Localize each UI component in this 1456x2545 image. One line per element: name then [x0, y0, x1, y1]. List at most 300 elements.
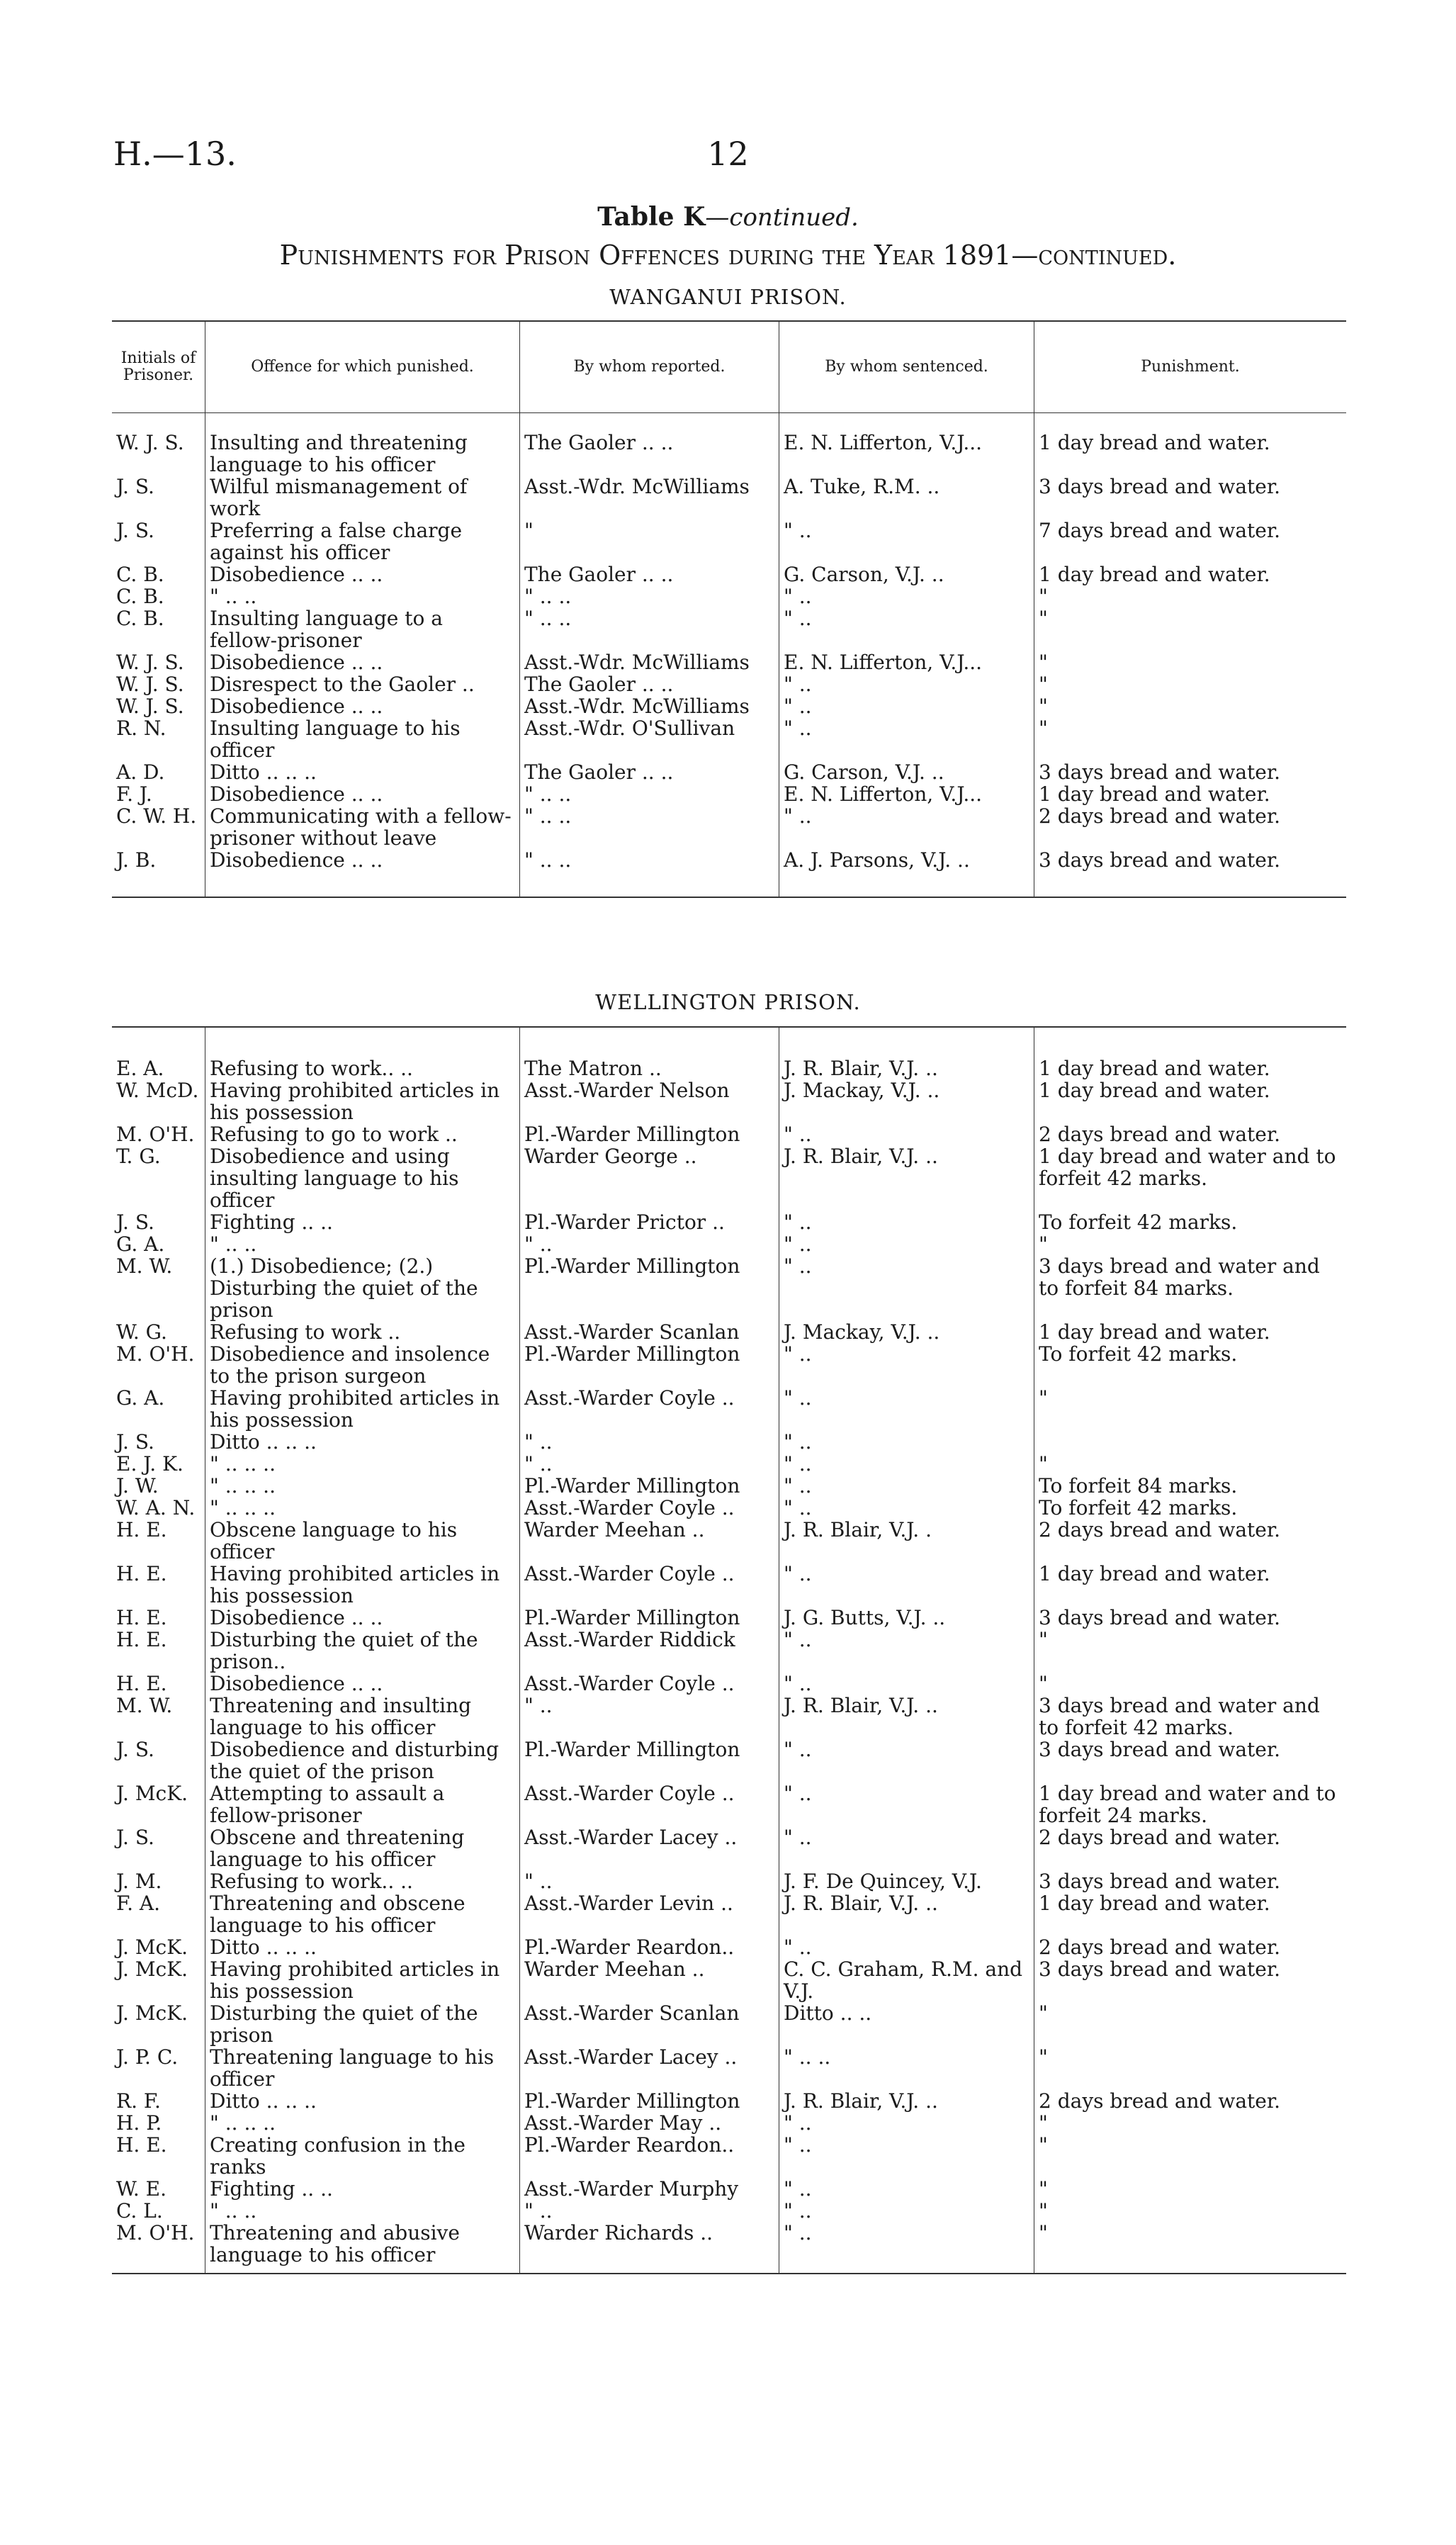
spacer-row	[112, 871, 1346, 897]
row-initials	[112, 1782, 205, 1826]
table-subtitle: Punishments for Prison Offences during the Year 1891—continued.	[279, 240, 1177, 271]
row-sentenced-text: E. N. Lifferton, V.J...	[784, 431, 983, 454]
row-sentenced	[779, 1255, 1034, 1321]
row-punishment-text: 1 day bread and water.	[1039, 1079, 1270, 1102]
row-sentenced-text: " ..	[784, 1562, 812, 1585]
row-offence	[205, 1233, 520, 1255]
row-reported-text: Pl.-Warder Millington	[524, 1738, 740, 1761]
row-punishment	[1034, 1343, 1346, 1387]
table-row	[112, 1519, 1346, 1563]
row-offence-text: Threatening language to his officer	[210, 2045, 495, 2091]
row-sentenced	[779, 432, 1034, 476]
table-row	[112, 432, 1346, 476]
row-punishment	[1034, 1387, 1346, 1431]
row-offence-text: " .. .. ..	[210, 1474, 276, 1498]
row-initials-text: W. G.	[116, 1320, 167, 1344]
row-offence-text: " .. ..	[210, 2199, 257, 2223]
row-punishment	[1034, 1738, 1346, 1782]
row-sentenced-text: J. F. De Quincey, V.J.	[784, 1870, 982, 1893]
row-offence	[205, 2222, 520, 2266]
row-sentenced-text: J. R. Blair, V.J. .	[784, 1518, 932, 1541]
row-reported	[520, 717, 779, 761]
row-offence-text: Disturbing the quiet of the prison	[210, 2001, 478, 2047]
row-reported	[520, 1145, 779, 1211]
table-row	[112, 1607, 1346, 1629]
row-reported	[520, 1497, 779, 1519]
row-initials	[112, 695, 205, 717]
row-initials	[112, 607, 205, 651]
row-sentenced-text: " ..	[784, 1452, 812, 1476]
row-offence-text: Obscene language to his officer	[210, 1518, 458, 1563]
table-row	[112, 2134, 1346, 2178]
table-row	[112, 783, 1346, 805]
row-initials	[112, 1079, 205, 1123]
row-sentenced-text: J. Mackay, V.J. ..	[784, 1320, 940, 1344]
row-punishment-text: 2 days bread and water.	[1039, 1826, 1281, 1849]
row-offence-text: " .. .. ..	[210, 1452, 276, 1476]
row-offence-text: Disobedience .. ..	[210, 695, 383, 718]
row-initials-text: W. J. S.	[116, 431, 184, 454]
row-initials-text: F. J.	[116, 782, 152, 806]
row-reported-text: Asst.-Warder Scanlan	[524, 1320, 740, 1344]
table-row	[112, 1738, 1346, 1782]
row-initials	[112, 1673, 205, 1695]
row-punishment	[1034, 432, 1346, 476]
row-initials	[112, 2178, 205, 2200]
row-sentenced-text: J. R. Blair, V.J. ..	[784, 1892, 938, 1915]
row-punishment-text: 2 days bread and water.	[1039, 804, 1281, 828]
row-offence	[205, 1145, 520, 1211]
row-initials	[112, 1892, 205, 1936]
row-offence-text: Refusing to work ..	[210, 1320, 401, 1344]
row-offence	[205, 717, 520, 761]
row-punishment	[1034, 1519, 1346, 1563]
spacer-row	[112, 1028, 1346, 1057]
row-offence-text: Disobedience and using insulting language to his officer	[210, 1145, 459, 1212]
row-reported-text: " ..	[524, 2199, 553, 2223]
table-row	[112, 2112, 1346, 2134]
table-row	[112, 2002, 1346, 2046]
row-sentenced	[779, 1233, 1034, 1255]
row-sentenced	[779, 695, 1034, 717]
row-offence-text: Disobedience .. ..	[210, 651, 383, 674]
row-initials-text: E. A.	[116, 1057, 164, 1080]
row-punishment-text: 1 day bread and water.	[1039, 1320, 1270, 1344]
row-reported-text: Asst.-Wdr. McWilliams	[524, 695, 750, 718]
row-reported-text: Asst.-Warder Coyle ..	[524, 1386, 735, 1410]
row-initials-text: T. G.	[116, 1145, 161, 1168]
row-sentenced-text: " ..	[784, 1210, 812, 1234]
row-reported-text: " ..	[524, 1430, 553, 1454]
row-punishment-text: "	[1039, 1232, 1048, 1256]
row-sentenced	[779, 761, 1034, 783]
row-offence-text: Disobedience and insolence to the prison surgeon	[210, 1342, 490, 1388]
table-row	[112, 1387, 1346, 1431]
row-initials-text: M. W.	[116, 1254, 173, 1278]
row-offence	[205, 585, 520, 607]
table-row	[112, 1123, 1346, 1145]
row-reported	[520, 607, 779, 651]
row-punishment	[1034, 1255, 1346, 1321]
row-punishment-text: 3 days bread and water.	[1039, 1738, 1281, 1761]
row-punishment	[1034, 519, 1346, 563]
row-offence-text: Threatening and abusive language to his officer	[210, 2221, 460, 2266]
row-sentenced-text: " ..	[784, 1672, 812, 1695]
row-punishment-text: 2 days bread and water.	[1039, 1936, 1281, 1959]
row-sentenced-text: E. N. Lifferton, V.J...	[784, 782, 983, 806]
row-punishment	[1034, 2090, 1346, 2112]
row-offence-text: Obscene and threatening language to his officer	[210, 1826, 465, 1871]
row-reported	[520, 1475, 779, 1497]
row-reported	[520, 849, 779, 871]
wellington-body	[112, 1057, 1346, 2266]
row-sentenced-text: " ..	[784, 1254, 812, 1278]
table-row	[112, 563, 1346, 585]
row-reported	[520, 695, 779, 717]
row-reported-text: " .. ..	[524, 782, 572, 806]
row-punishment-text: 1 day bread and water and to forfeit 42 marks.	[1039, 1145, 1336, 1190]
row-offence	[205, 1738, 520, 1782]
row-offence-text: (1.) Disobedience; (2.) Disturbing the quiet of the prison	[210, 1254, 478, 1322]
row-initials-text: C. W. H.	[116, 804, 197, 828]
row-initials	[112, 1321, 205, 1343]
row-offence	[205, 1607, 520, 1629]
wanganui-heading: WANGANUI PRISON.	[609, 285, 847, 309]
table-row	[112, 585, 1346, 607]
row-punishment-text: "	[1039, 2045, 1048, 2069]
wellington-heading: WELLINGTON PRISON.	[595, 990, 861, 1014]
row-reported-text: Pl.-Warder Millington	[524, 1123, 740, 1146]
row-initials	[112, 1475, 205, 1497]
table-row	[112, 2178, 1346, 2200]
row-punishment-text: 3 days bread and water and to forfeit 42 marks.	[1039, 1694, 1320, 1739]
row-reported-text: Warder Meehan ..	[524, 1957, 705, 1981]
row-offence-text: Ditto .. .. ..	[210, 1936, 317, 1959]
row-initials	[112, 1497, 205, 1519]
row-offence-text: Insulting language to his officer	[210, 717, 461, 762]
row-reported-text: Warder George ..	[524, 1145, 697, 1168]
row-punishment	[1034, 1431, 1346, 1453]
row-reported-text: Asst.-Warder Nelson	[524, 1079, 730, 1102]
row-offence	[205, 1782, 520, 1826]
row-initials	[112, 1695, 205, 1738]
row-offence-text: Disobedience .. ..	[210, 563, 383, 586]
row-sentenced	[779, 1145, 1034, 1211]
row-punishment-text: 1 day bread and water.	[1039, 1562, 1270, 1585]
row-punishment	[1034, 1453, 1346, 1475]
row-punishment	[1034, 1079, 1346, 1123]
row-sentenced	[779, 1892, 1034, 1936]
row-reported-text: The Gaoler .. ..	[524, 431, 674, 454]
row-punishment-text: "	[1039, 673, 1048, 696]
row-punishment-text: "	[1039, 607, 1048, 630]
row-reported-text: " .. ..	[524, 804, 572, 828]
row-reported-text: Asst.-Warder May ..	[524, 2111, 722, 2135]
row-initials	[112, 585, 205, 607]
table-row	[112, 1079, 1346, 1123]
row-punishment-text: 1 day bread and water.	[1039, 782, 1270, 806]
row-reported	[520, 1431, 779, 1453]
row-sentenced-text: " ..	[784, 2111, 812, 2135]
row-initials	[112, 1343, 205, 1387]
row-sentenced-text: " ..	[784, 1496, 812, 1519]
row-reported-text: Asst.-Warder Murphy	[524, 2177, 739, 2201]
row-sentenced	[779, 673, 1034, 695]
row-sentenced	[779, 717, 1034, 761]
table-row	[112, 1629, 1346, 1673]
row-punishment-text: 3 days bread and water.	[1039, 760, 1281, 784]
table-row	[112, 1453, 1346, 1475]
row-reported-text: " .. ..	[524, 848, 572, 872]
row-punishment	[1034, 1123, 1346, 1145]
row-initials	[112, 783, 205, 805]
col-sentenced: By whom sentenced.	[779, 322, 1034, 412]
row-reported	[520, 1233, 779, 1255]
col-punishment: Punishment.	[1141, 358, 1240, 376]
row-reported-text: Asst.-Wdr. McWilliams	[524, 475, 750, 498]
table-row	[112, 1431, 1346, 1453]
row-offence	[205, 1936, 520, 1958]
row-punishment	[1034, 1958, 1346, 2002]
row-initials-text: J. S.	[116, 1430, 154, 1454]
row-initials-text: J. S.	[116, 519, 154, 542]
row-offence	[205, 1211, 520, 1233]
row-initials-text: H. E.	[116, 2133, 167, 2157]
row-reported-text: " .. ..	[524, 585, 572, 608]
row-initials	[112, 519, 205, 563]
row-initials-text: E. J. K.	[116, 1452, 184, 1476]
row-reported	[520, 1673, 779, 1695]
row-initials-text: H. E.	[116, 1672, 167, 1695]
row-reported	[520, 1629, 779, 1673]
row-reported-text: Asst.-Warder Riddick	[524, 1628, 735, 1651]
row-reported	[520, 2002, 779, 2046]
row-sentenced-text: " ..	[784, 695, 812, 718]
row-reported	[520, 805, 779, 849]
row-sentenced	[779, 1387, 1034, 1431]
row-offence	[205, 1629, 520, 1673]
row-offence-text: Disobedience .. ..	[210, 1672, 383, 1695]
row-sentenced	[779, 1563, 1034, 1607]
row-sentenced	[779, 1343, 1034, 1387]
row-initials-text: W. A. N.	[116, 1496, 196, 1519]
row-offence-text: Disobedience and disturbing the quiet of the prison	[210, 1738, 500, 1783]
row-offence	[205, 1497, 520, 1519]
row-reported	[520, 476, 779, 519]
table-row	[112, 1870, 1346, 1892]
row-reported	[520, 585, 779, 607]
row-sentenced-text: G. Carson, V.J. ..	[784, 563, 944, 586]
table-row	[112, 805, 1346, 849]
row-reported-text: " ..	[524, 1694, 553, 1717]
table-row	[112, 607, 1346, 651]
row-reported	[520, 1782, 779, 1826]
row-sentenced	[779, 1321, 1034, 1343]
row-reported-text: Pl.-Warder Prictor ..	[524, 1210, 725, 1234]
row-initials	[112, 2046, 205, 2090]
row-punishment	[1034, 1497, 1346, 1519]
row-punishment-text: 7 days bread and water.	[1039, 519, 1281, 542]
row-initials-text: J. P. C.	[116, 2045, 179, 2069]
row-initials	[112, 1387, 205, 1431]
row-punishment	[1034, 2046, 1346, 2090]
table-row	[112, 849, 1346, 871]
row-sentenced	[779, 2046, 1034, 2090]
row-sentenced	[779, 519, 1034, 563]
table-row	[112, 1958, 1346, 2002]
row-offence-text: Having prohibited articles in his possession	[210, 1079, 500, 1124]
table-row	[112, 1321, 1346, 1343]
row-initials-text: J. S.	[116, 1738, 154, 1761]
row-offence	[205, 2112, 520, 2134]
row-initials	[112, 2200, 205, 2222]
spacer-row	[112, 2266, 1346, 2273]
row-punishment	[1034, 717, 1346, 761]
row-punishment-text: "	[1039, 1452, 1048, 1476]
table-title	[0, 202, 1456, 232]
row-offence-text: Attempting to assault a fellow-prisoner	[210, 1782, 445, 1827]
row-sentenced-text: " ..	[784, 2221, 812, 2245]
row-offence	[205, 673, 520, 695]
row-reported	[520, 651, 779, 673]
col-initials: Initials of Prisoner.	[112, 322, 205, 412]
row-reported	[520, 673, 779, 695]
row-offence-text: Insulting and threatening language to his officer	[210, 431, 468, 476]
row-offence	[205, 432, 520, 476]
col-offence: Offence for which punished.	[205, 322, 520, 412]
row-initials	[112, 849, 205, 871]
row-sentenced-text: G. Carson, V.J. ..	[784, 760, 944, 784]
row-punishment	[1034, 849, 1346, 871]
row-offence-text: Refusing to work.. ..	[210, 1870, 413, 1893]
row-sentenced-text: " ..	[784, 717, 812, 740]
table-row	[112, 761, 1346, 783]
row-initials	[112, 1563, 205, 1607]
row-sentenced-text: " .. ..	[784, 2045, 831, 2069]
row-offence	[205, 2178, 520, 2200]
row-reported-text: The Matron ..	[524, 1057, 662, 1080]
row-reported-text: Asst.-Warder Lacey ..	[524, 2045, 738, 2069]
row-sentenced	[779, 1629, 1034, 1673]
row-offence	[205, 1123, 520, 1145]
row-offence	[205, 1057, 520, 1079]
row-offence	[205, 1321, 520, 1343]
table-row	[112, 695, 1346, 717]
row-initials	[112, 1057, 205, 1079]
row-sentenced	[779, 476, 1034, 519]
row-sentenced	[779, 1826, 1034, 1870]
row-punishment	[1034, 585, 1346, 607]
row-initials-text: H. E.	[116, 1518, 167, 1541]
row-initials	[112, 2222, 205, 2266]
row-reported	[520, 1738, 779, 1782]
wanganui-body	[112, 432, 1346, 871]
row-initials-text: J. W.	[116, 1474, 159, 1498]
row-initials	[112, 2090, 205, 2112]
row-offence	[205, 1387, 520, 1431]
row-sentenced	[779, 2134, 1034, 2178]
row-sentenced	[779, 1782, 1034, 1826]
row-punishment-text: 2 days bread and water.	[1039, 1123, 1281, 1146]
row-reported-text: Pl.-Warder Millington	[524, 1342, 740, 1366]
row-offence-text: Having prohibited articles in his possession	[210, 1562, 500, 1607]
table-row	[112, 1233, 1346, 1255]
table-row	[112, 1826, 1346, 1870]
wanganui-table	[112, 320, 1346, 898]
row-reported-text: " ..	[524, 1232, 553, 1256]
row-reported	[520, 1519, 779, 1563]
row-punishment-text: 3 days bread and water.	[1039, 1606, 1281, 1629]
row-reported	[520, 1387, 779, 1431]
row-initials-text: J. McK.	[116, 1782, 188, 1805]
table-title-main: Table K	[597, 202, 706, 232]
row-sentenced-text: " ..	[784, 2177, 812, 2201]
row-offence-text: Disobedience .. ..	[210, 1606, 383, 1629]
table-row	[112, 1892, 1346, 1936]
row-offence	[205, 1673, 520, 1695]
row-punishment	[1034, 1673, 1346, 1695]
table-row	[112, 1057, 1346, 1079]
table-row	[112, 2090, 1346, 2112]
row-reported-text: " ..	[524, 1452, 553, 1476]
row-reported-text: Pl.-Warder Millington	[524, 1606, 740, 1629]
row-sentenced	[779, 849, 1034, 871]
column-header-row	[112, 322, 1346, 413]
row-punishment-text: To forfeit 84 marks.	[1039, 1474, 1238, 1498]
row-offence-text: Fighting .. ..	[210, 1210, 333, 1234]
row-sentenced-text: A. J. Parsons, V.J. ..	[784, 848, 970, 872]
row-sentenced-text: " ..	[784, 1936, 812, 1959]
row-sentenced	[779, 783, 1034, 805]
row-initials-text: M. O'H.	[116, 2221, 195, 2245]
row-initials-text: C. B.	[116, 563, 164, 586]
row-punishment-text: "	[1039, 2001, 1048, 2025]
row-punishment-text: 2 days bread and water.	[1039, 2089, 1281, 2113]
row-sentenced	[779, 1475, 1034, 1497]
row-sentenced	[779, 1673, 1034, 1695]
row-sentenced	[779, 2178, 1034, 2200]
row-punishment	[1034, 2134, 1346, 2178]
row-offence	[205, 849, 520, 871]
row-reported-text: Asst.-Wdr. O'Sullivan	[524, 717, 735, 740]
row-punishment-text: "	[1039, 717, 1048, 740]
row-reported	[520, 1057, 779, 1079]
row-offence-text: Wilful mismanagement of work	[210, 475, 468, 520]
row-sentenced	[779, 2222, 1034, 2266]
row-reported	[520, 563, 779, 585]
row-reported	[520, 1892, 779, 1936]
row-offence-text: Fighting .. ..	[210, 2177, 333, 2201]
page-number: 12	[707, 135, 749, 173]
row-initials-text: R. F.	[116, 2089, 161, 2113]
row-initials-text: C. B.	[116, 607, 164, 630]
row-offence	[205, 1255, 520, 1321]
row-offence-text: Refusing to work.. ..	[210, 1057, 413, 1080]
row-punishment	[1034, 783, 1346, 805]
row-punishment	[1034, 673, 1346, 695]
row-punishment	[1034, 563, 1346, 585]
row-initials-text: J. S.	[116, 1210, 154, 1234]
row-sentenced-text: C. C. Graham, R.M. and V.J.	[784, 1957, 1023, 2003]
row-punishment-text: "	[1039, 1386, 1048, 1410]
row-sentenced-text: J. G. Butts, V.J. ..	[784, 1606, 946, 1629]
row-sentenced-text: J. R. Blair, V.J. ..	[784, 2089, 938, 2113]
row-reported	[520, 1870, 779, 1892]
row-initials	[112, 1958, 205, 2002]
row-offence-text: Having prohibited articles in his possession	[210, 1386, 500, 1432]
row-sentenced-text: " ..	[784, 1628, 812, 1651]
row-punishment	[1034, 2200, 1346, 2222]
